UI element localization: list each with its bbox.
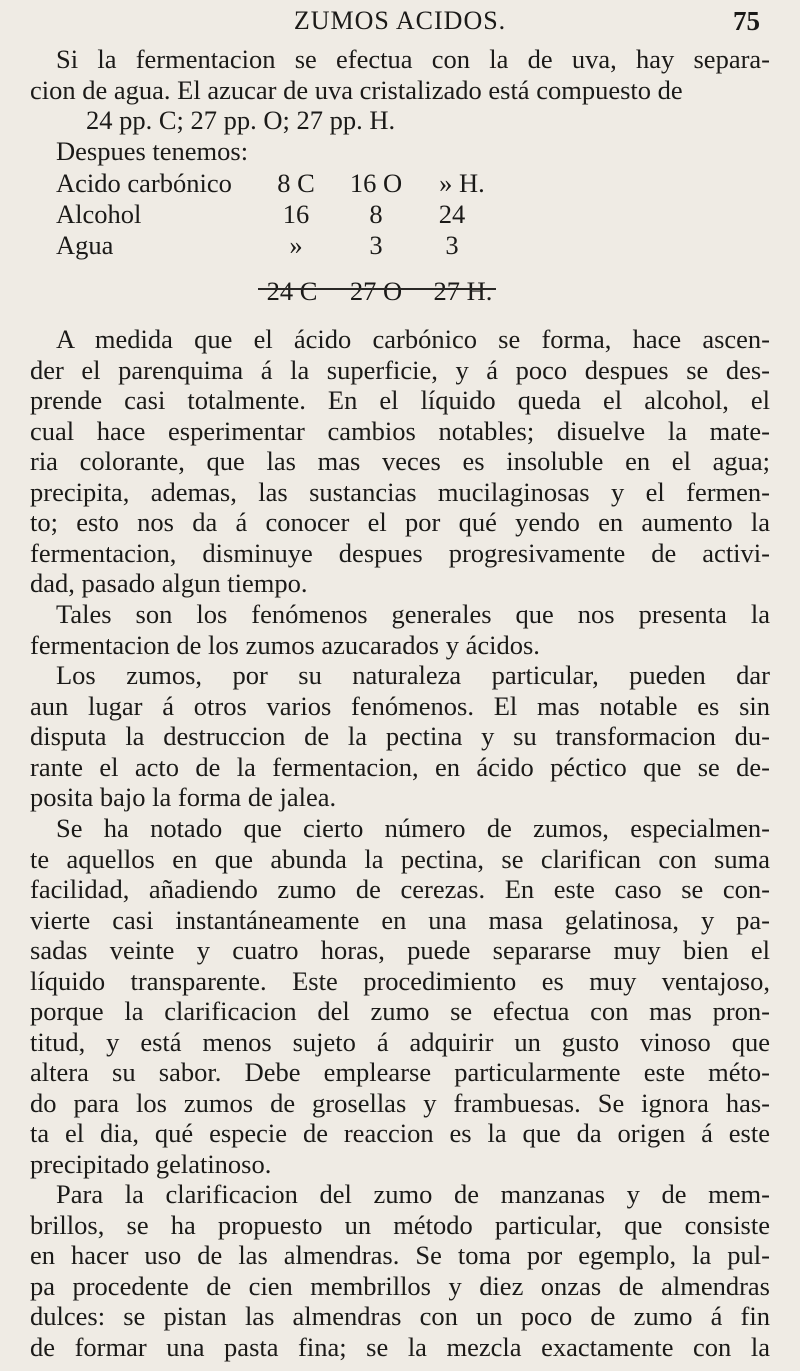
text-line: rante el acto de la fermentacion, en ácido péctico que se de- (30, 751, 770, 782)
text-line: prende casi totalmente. En el líquido queda el alcohol, el (30, 385, 770, 415)
running-head: ZUMOS ACIDOS. (293, 6, 507, 35)
paragraph-cherry-clarification (30, 813, 770, 1179)
text-line: fermentacion de los zumos azucarados y ácidos. (30, 629, 540, 660)
oxygen-total: 27 O (349, 276, 403, 306)
sugar-formula: 24 pp. C; 27 pp. O; 27 pp. H. (86, 105, 396, 135)
carbon-total: 24 C (266, 276, 318, 306)
text-line: Si la fermentacion se efectua con la de uva, hay separa- (56, 44, 770, 74)
row-label: Acido carbónico (56, 168, 232, 198)
text-line: cual hace esperimentar cambios notables; disuelve la mate- (30, 415, 770, 446)
text-line: der el parenquima á la superficie, y á poco despues se des- (30, 354, 770, 385)
text-line: pa procedente de cien membrillos y diez onzas de almendras (30, 1270, 770, 1301)
text-line: dad, pasado algun tiempo. (30, 568, 308, 598)
text-line: Tales son los fenómenos generales que nos presenta la (56, 599, 770, 629)
composition-table (56, 168, 556, 318)
hydrogen-total: 27 H. (433, 276, 493, 306)
text-line: altera su sabor. Debe emplearse particularmente este méto- (30, 1057, 770, 1087)
text-line: fermentacion, disminuye despues progresivamente de activi- (30, 537, 770, 568)
despues-tenemos: Despues tenemos: (56, 136, 249, 166)
hydrogen-cell: 3 (445, 230, 459, 260)
text-line: Los zumos, por su naturaleza particular, pueden dar (56, 660, 770, 690)
text-line: precipitado gelatinoso. (30, 1148, 272, 1179)
text-line: A medida que el ácido carbónico se forma, hace ascen- (56, 324, 770, 354)
text-line: ta el dia, qué especie de reaccion es la que da origen á este (30, 1118, 770, 1148)
text-line: ria colorante, que las mas veces es insoluble en el agua; (30, 446, 770, 476)
text-line: de formar una pasta fina; se la mezcla exactamente con la (30, 1331, 770, 1362)
paragraph-almond-method (30, 1179, 770, 1362)
text-line: vierte casi instantáneamente en una masa gelatinosa, y pa- (30, 904, 770, 935)
oxygen-cell: 3 (369, 230, 383, 260)
text-line: disputa la destruccion de la pectina y su transformacion du- (30, 721, 770, 751)
text-line: do para los zumos de grosellas y frambuesas. Se ignora has- (30, 1087, 770, 1118)
carbon-cell: » (289, 230, 303, 260)
text-line: porque la clarificacion del zumo se efectua con mas pron- (30, 996, 770, 1026)
text-line: posita bajo la forma de jalea. (30, 782, 337, 812)
text-line: to; esto nos da á conocer el por qué yendo en aumento la (30, 507, 770, 537)
text-line: te aquellos en que abunda la pectina, se clarifican con suma (30, 843, 770, 874)
hydrogen-cell: » H. (439, 168, 485, 198)
text-line: dulces: se pistan las almendras con un poco de zumo á fin (30, 1301, 770, 1331)
text-line: sadas veinte y cuatro horas, puede separarse muy bien el (30, 935, 770, 965)
text-line: Se ha notado que cierto número de zumos, especialmen- (56, 813, 770, 843)
text-line: facilidad, añadiendo zumo de cerezas. En este caso se con- (30, 874, 770, 904)
carbon-cell: 16 (282, 199, 310, 229)
text-line: aun lugar á otros varios fenómenos. El mas notable es sin (30, 690, 770, 721)
text-line: cion de agua. El azucar de uva cristalizado está compuesto de (30, 74, 683, 105)
paragraph-general-phenomena (30, 599, 770, 660)
text-line: en hacer uso de las almendras. Se toma por egemplo, la pul- (30, 1240, 770, 1270)
sum-rule (258, 288, 496, 290)
paragraph-carbonic-acid (30, 324, 770, 599)
page-header (40, 6, 760, 40)
intro-paragraph (30, 44, 770, 105)
text-line: líquido transparente. Este procedimiento es muy ventajoso, (30, 965, 770, 996)
text-line: titud, y está menos sujeto á adquirir un gusto vinoso que (30, 1026, 770, 1057)
text-line: precipita, ademas, las sustancias mucilaginosas y el fermen- (30, 476, 770, 507)
hydrogen-cell: 24 (438, 199, 466, 229)
oxygen-cell: 16 O (349, 168, 403, 198)
paragraph-pectin (30, 660, 770, 813)
row-label: Agua (56, 230, 114, 260)
text-line: brillos, se ha propuesto un método particular, que consiste (30, 1209, 770, 1240)
carbon-cell: 8 C (277, 168, 315, 198)
text-line: Para la clarificacion del zumo de manzanas y de mem- (56, 1179, 770, 1209)
row-label: Alcohol (56, 199, 142, 229)
page-number: 75 (733, 6, 760, 36)
oxygen-cell: 8 (369, 199, 383, 229)
